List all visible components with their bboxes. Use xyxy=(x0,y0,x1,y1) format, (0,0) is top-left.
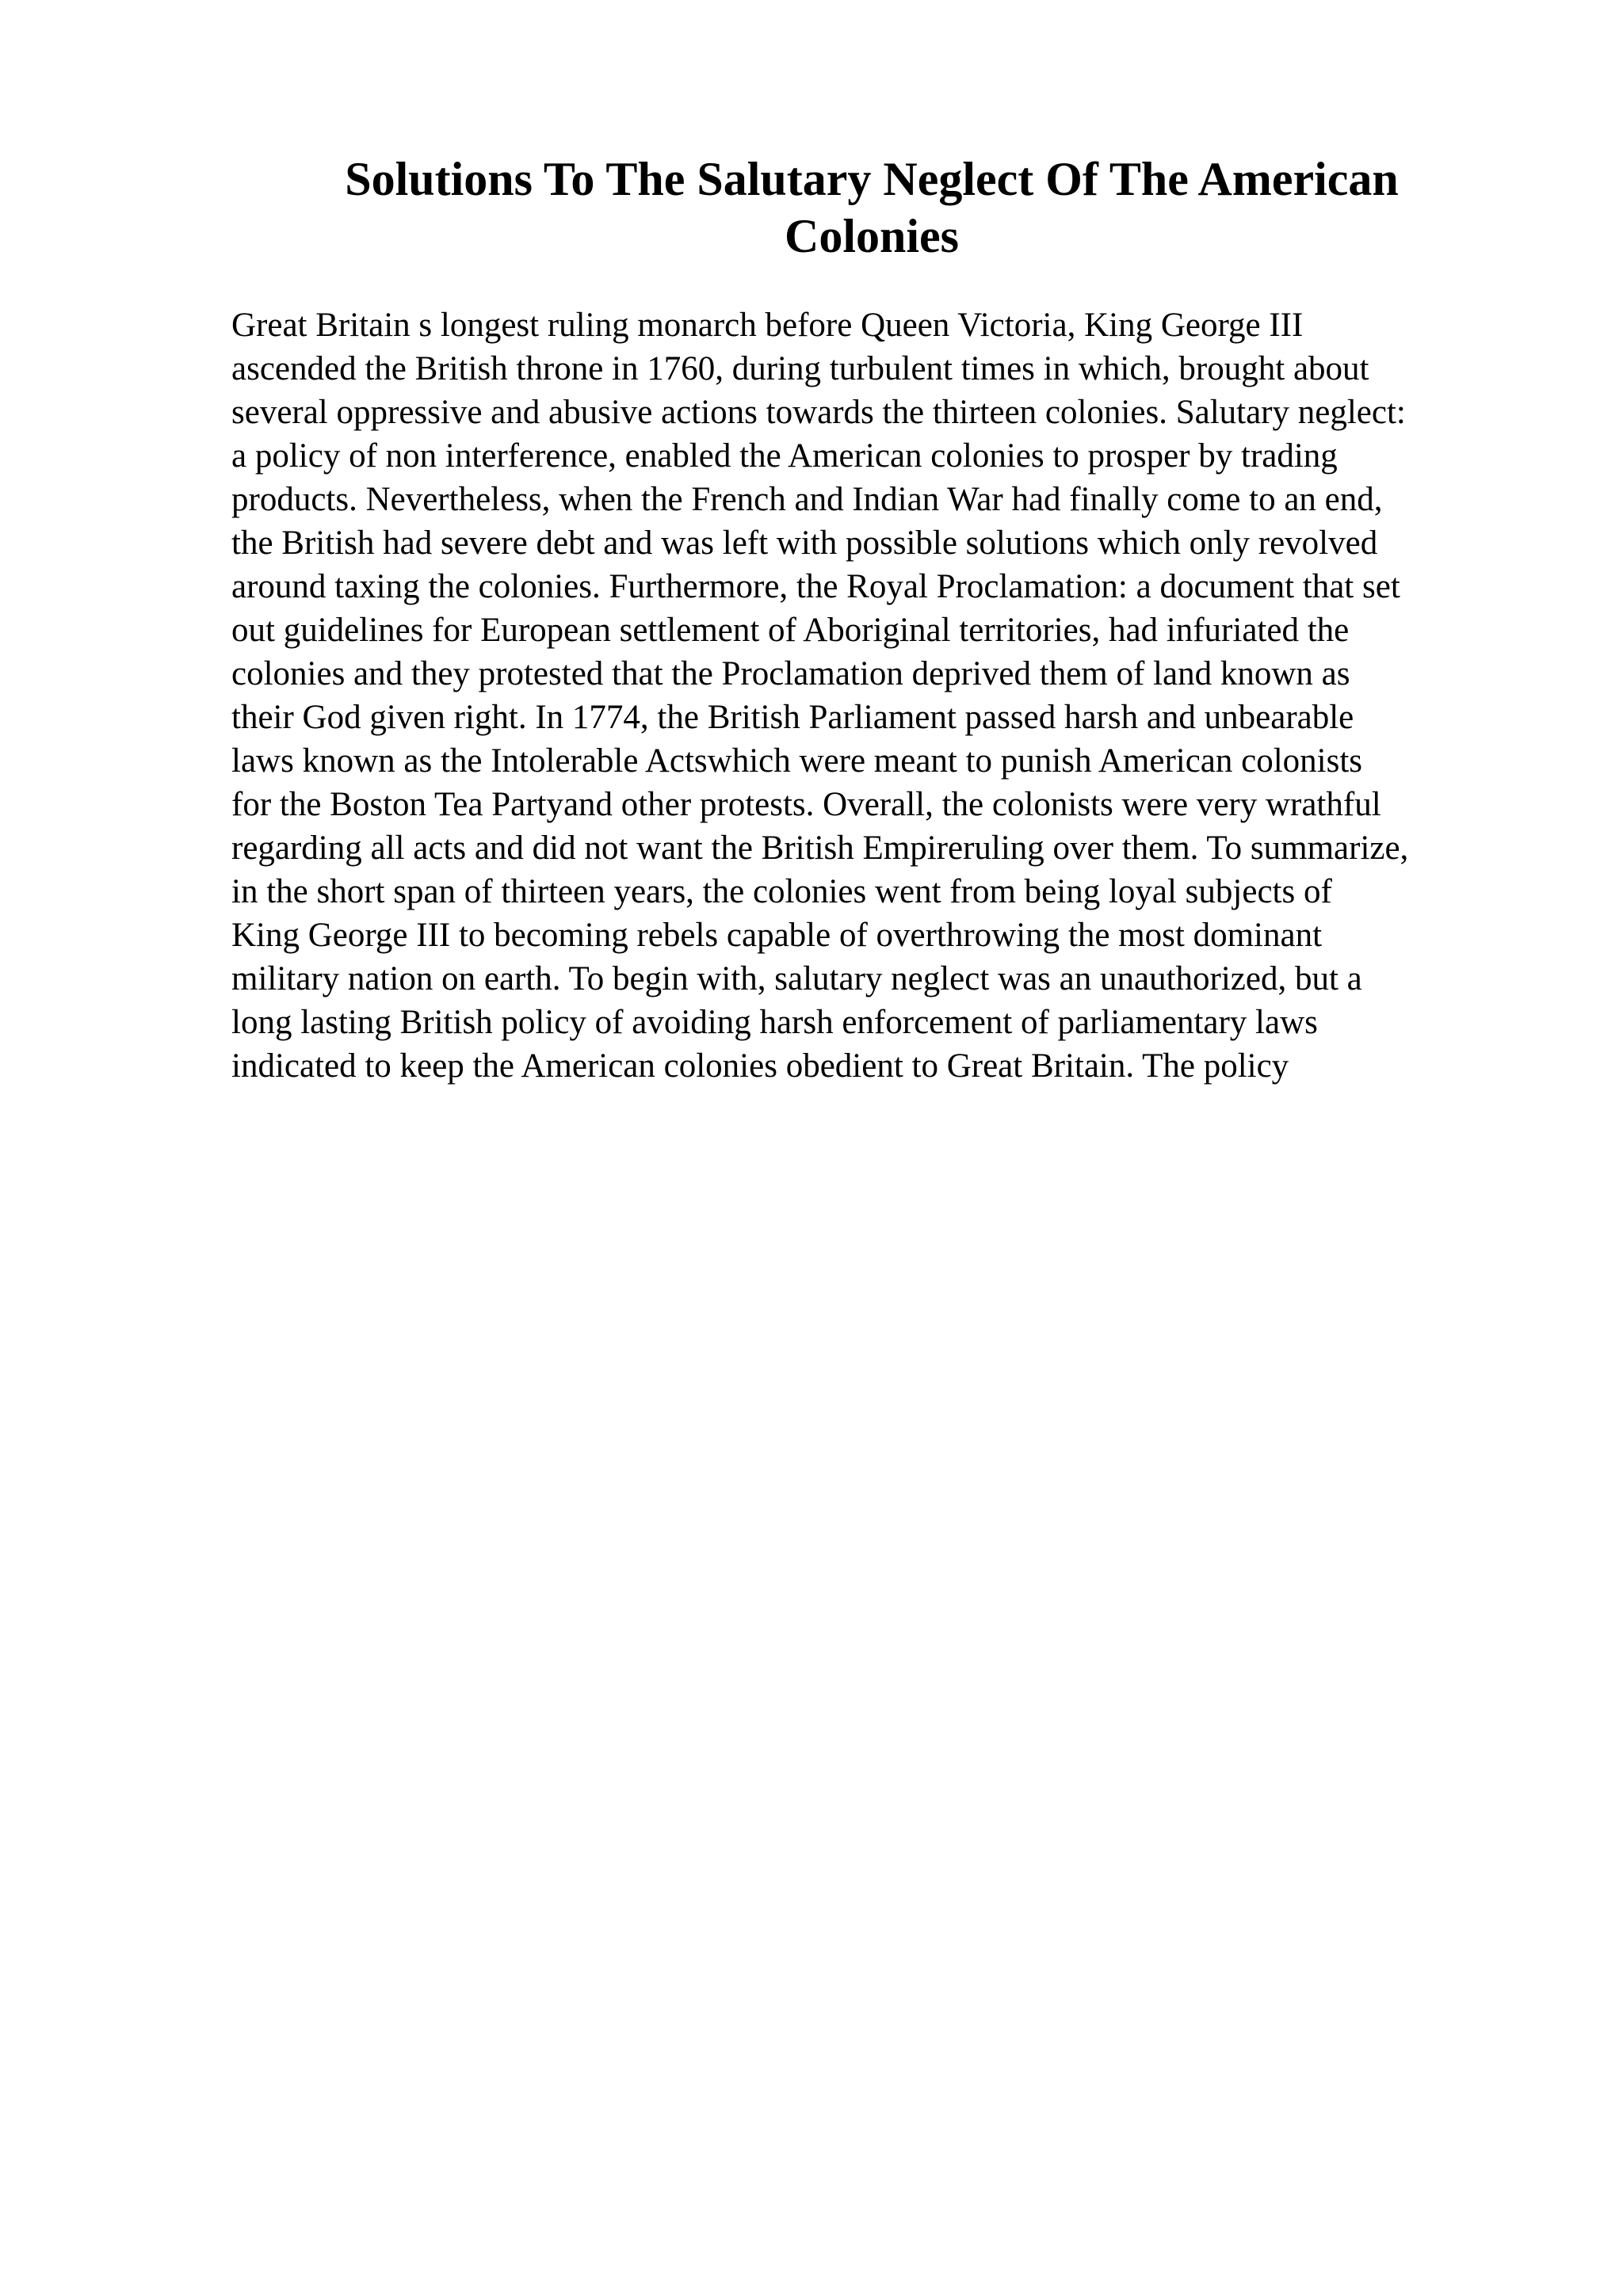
body-line: a policy of non interference, enabled the American colonies to prosper by trading xyxy=(231,437,1338,475)
body-line: out guidelines for European settlement of Aboriginal territories, had infuriated the xyxy=(231,612,1350,649)
body-line: regarding all acts and did not want the British Empireruling over them. To summarize, xyxy=(231,830,1409,867)
body-line: colonies and they protested that the Proclamation deprived them of land known as xyxy=(231,655,1350,692)
body-line: long lasting British policy of avoiding harsh enforcement of parliamentary laws xyxy=(231,1004,1318,1041)
document-body xyxy=(231,303,1531,1088)
body-line: products. Nevertheless, when the French and Indian War had finally come to an end, xyxy=(231,481,1383,518)
document-title: Solutions To The Salutary Neglect Of The American Colonies xyxy=(345,153,1399,262)
body-line: indicated to keep the American colonies obedient to Great Britain. The policy xyxy=(231,1047,1289,1085)
body-line: military nation on earth. To begin with, salutary neglect was an unauthorized, but a xyxy=(231,960,1362,997)
body-line: for the Boston Tea Partyand other protests. Overall, the colonists were very wrathful xyxy=(231,786,1381,823)
body-line: Great Britain s longest ruling monarch before Queen Victoria, King George III xyxy=(231,307,1304,344)
body-line: their God given right. In 1774, the British Parliament passed harsh and unbearable xyxy=(231,699,1354,736)
body-line: in the short span of thirteen years, the colonies went from being loyal subjects of xyxy=(231,873,1332,910)
body-line: laws known as the Intolerable Actswhich were meant to punish American colonists xyxy=(231,742,1363,780)
body-line: several oppressive and abusive actions towards the thirteen colonies. Salutary neglect: xyxy=(231,394,1406,431)
body-line: ascended the British throne in 1760, during turbulent times in which, brought about xyxy=(231,350,1369,387)
body-line: King George III to becoming rebels capable of overthrowing the most dominant xyxy=(231,917,1323,954)
body-line: the British had severe debt and was left with possible solutions which only revolved xyxy=(231,524,1378,562)
body-line: around taxing the colonies. Furthermore, the Royal Proclamation: a document that set xyxy=(231,568,1400,605)
